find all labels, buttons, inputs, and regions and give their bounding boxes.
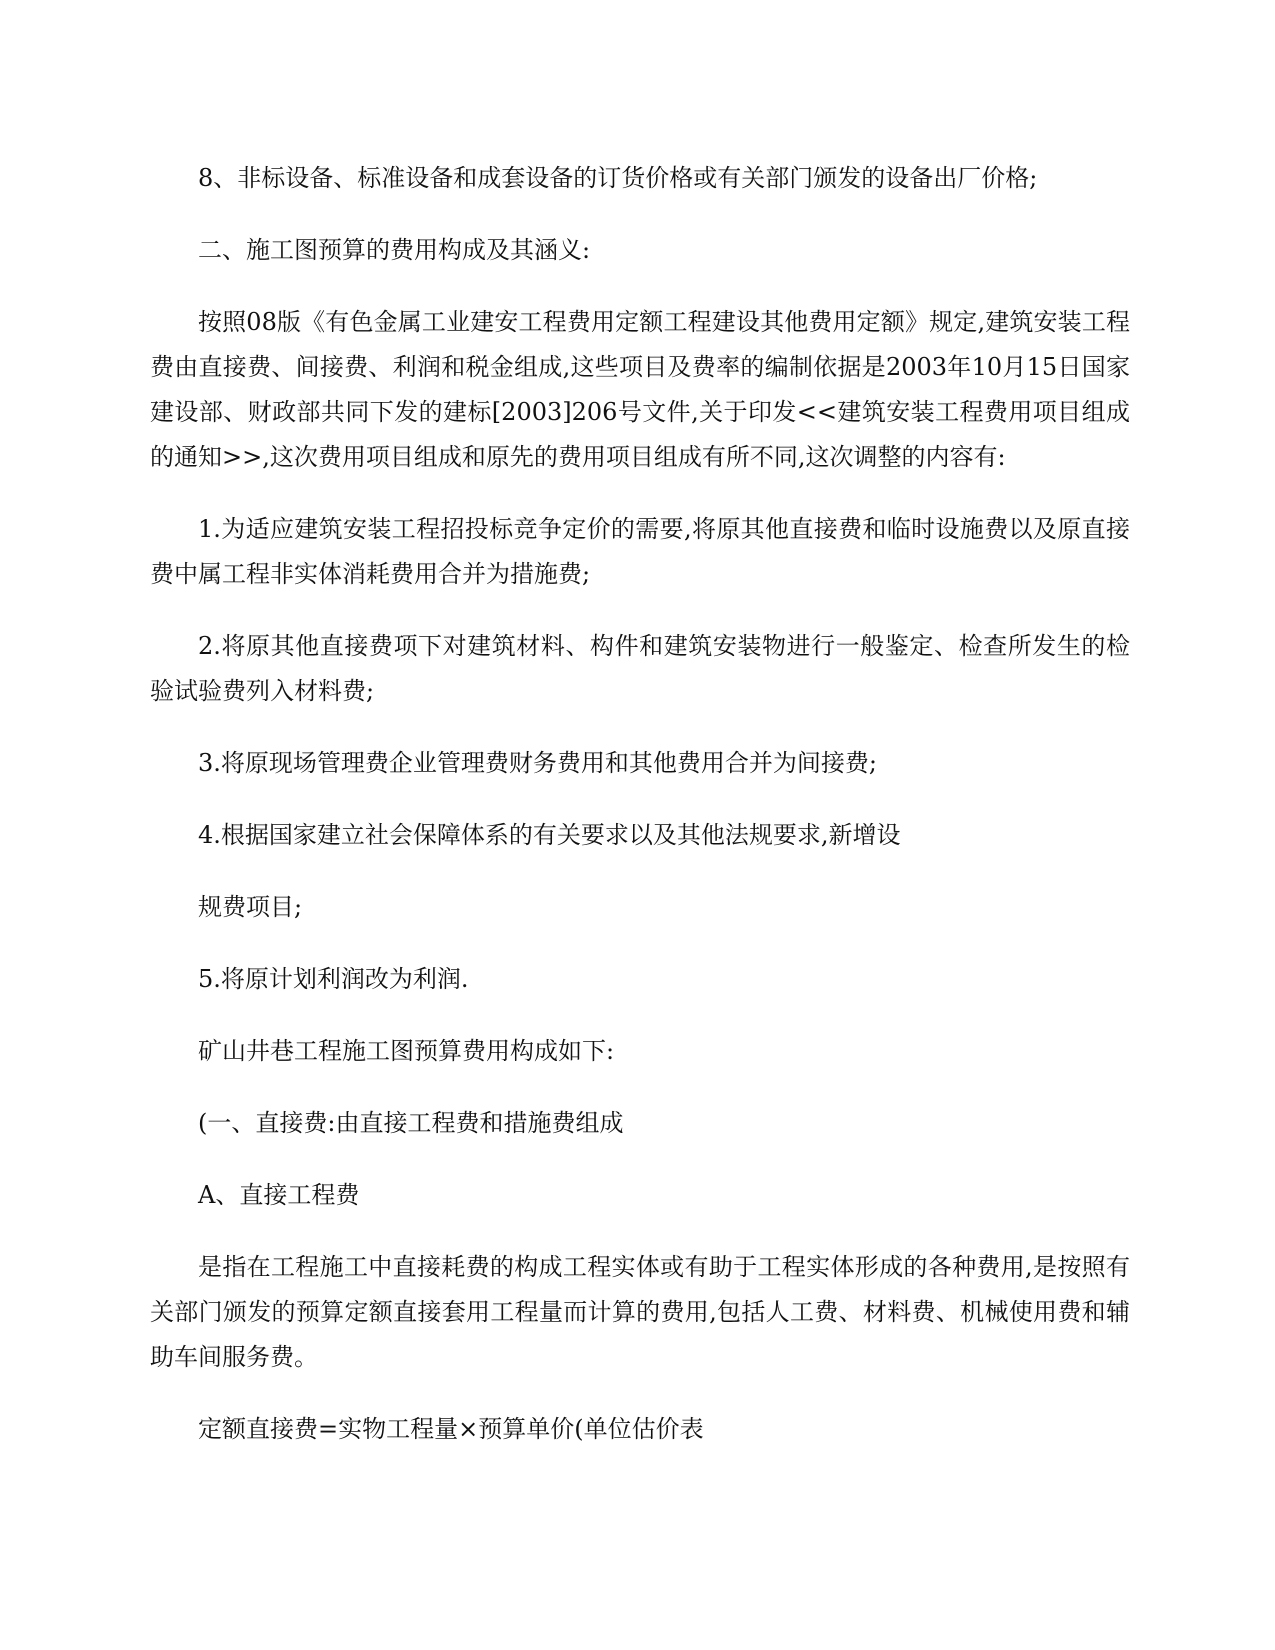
- section-heading-cost-structure: 二、施工图预算的费用构成及其涵义:: [198, 236, 591, 264]
- list-item-4: 4.根据国家建立社会保障体系的有关要求以及其他法规要求,新增设: [198, 821, 901, 849]
- list-item-3: 3.将原现场管理费企业管理费财务费用和其他费用合并为间接费;: [198, 749, 877, 777]
- paragraph-formula: 定额直接费=实物工程量×预算单价(单位估价表: [198, 1415, 704, 1443]
- list-item-4-continued: 规费项目;: [198, 893, 303, 921]
- list-item-2: 2.将原其他直接费项下对建筑材料、构件和建筑安装物进行一般鉴定、检查所发生的检验试验费列入材料费;: [150, 632, 1130, 705]
- document-body: [150, 156, 1130, 1479]
- paragraph-mine-cost-intro: 矿山井巷工程施工图预算费用构成如下:: [198, 1037, 615, 1065]
- list-item-1: 1.为适应建筑安装工程招投标竞争定价的需要,将原其他直接费和临时设施费以及原直接费中属工程非实体消耗费用合并为措施费;: [150, 515, 1130, 588]
- subheading-direct-cost: (一、直接费:由直接工程费和措施费组成: [198, 1109, 624, 1137]
- list-item-5: 5.将原计划利润改为利润.: [198, 965, 469, 993]
- paragraph-regulation-basis: 按照08版《有色金属工业建安工程费用定额工程建设其他费用定额》规定,建筑安装工程费由直接费、间接费、利润和税金组成,这些项目及费率的编制依据是2003年10月15日国家建设部、财政部共同下发的建标[2003]206号文件,关于印发<<建筑安装工程费用项目组成的通知>>,这次费用项目组成和原先的费用项目组成有所不同,这次调整的内容有:: [150, 308, 1130, 471]
- paragraph-equipment-price: 8、非标设备、标准设备和成套设备的订货价格或有关部门颁发的设备出厂价格;: [198, 164, 1038, 192]
- paragraph-direct-engineering-definition: 是指在工程施工中直接耗费的构成工程实体或有助于工程实体形成的各种费用,是按照有关部门颁发的预算定额直接套用工程量而计算的费用,包括人工费、材料费、机械使用费和辅助车间服务费。: [150, 1253, 1130, 1371]
- subheading-direct-engineering-cost: A、直接工程费: [198, 1181, 360, 1209]
